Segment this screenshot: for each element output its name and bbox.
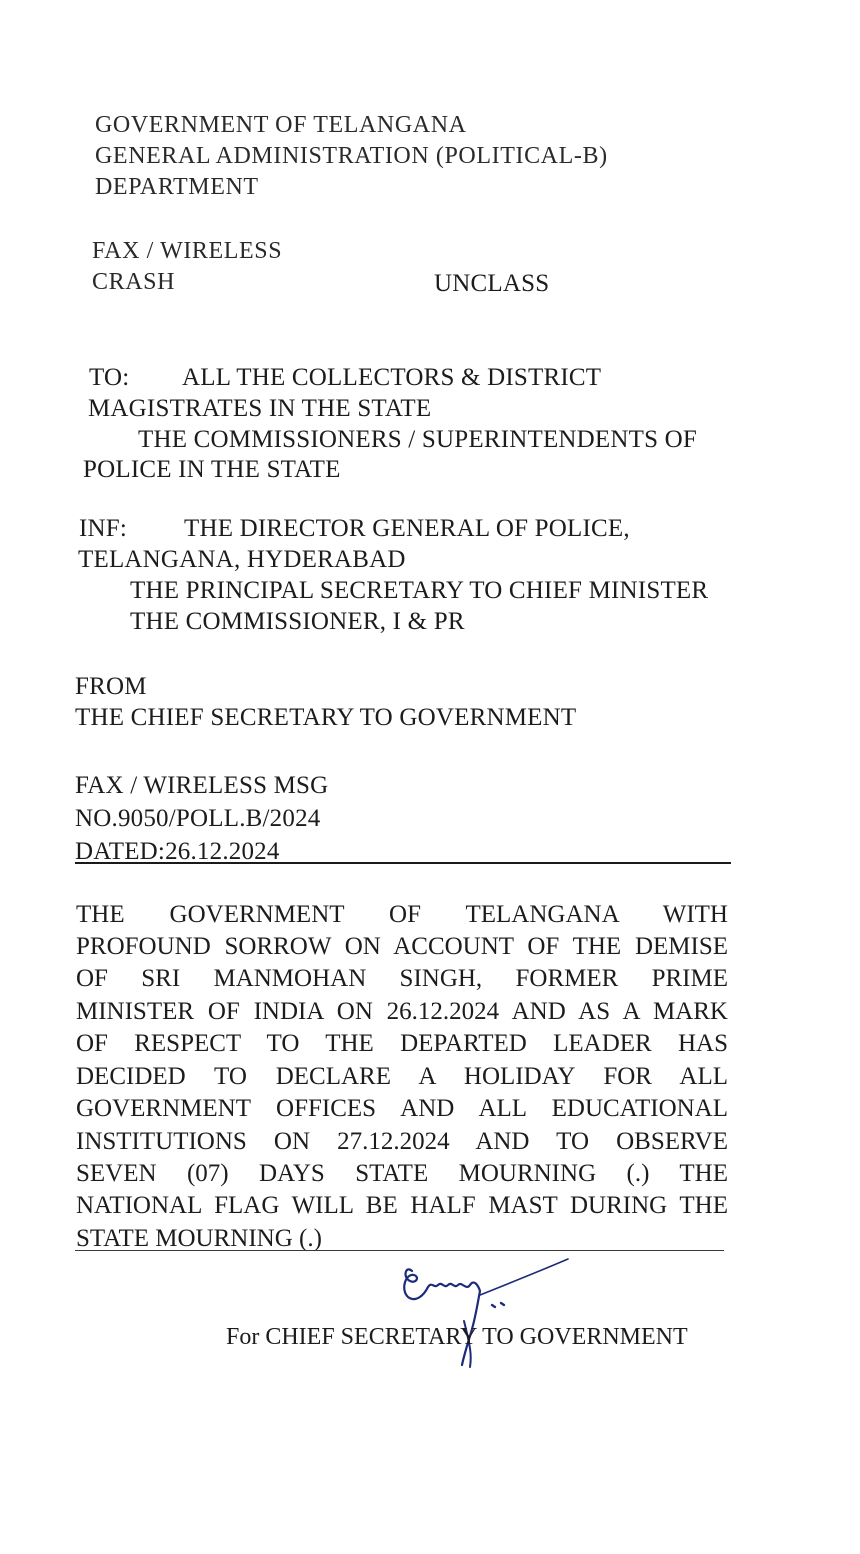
body-line: OF SRI MANMOHAN SINGH, FORMER PRIME: [76, 965, 728, 992]
handwritten-signature: [380, 1255, 580, 1375]
inf-line-2: TELANGANA, HYDERABAD: [78, 546, 406, 573]
to-line-1: ALL THE COLLECTORS & DISTRICT: [182, 364, 602, 391]
body-line: THE GOVERNMENT OF TELANGANA WITH: [76, 901, 728, 928]
message-number: NO.9050/POLL.B/2024: [75, 805, 321, 832]
body-line: SEVEN (07) DAYS STATE MOURNING (.) THE: [76, 1160, 728, 1187]
inf-line-4: THE COMMISSIONER, I & PR: [130, 608, 465, 635]
dept-header-line-1: GOVERNMENT OF TELANGANA: [95, 112, 467, 138]
body-line: STATE MOURNING (.): [76, 1225, 322, 1252]
body-line: MINISTER OF INDIA ON 26.12.2024 AND AS A MARK: [76, 998, 728, 1025]
to-line-4: POLICE IN THE STATE: [83, 456, 341, 483]
inf-line-1: THE DIRECTOR GENERAL OF POLICE,: [184, 515, 630, 542]
body-line: NATIONAL FLAG WILL BE HALF MAST DURING THE: [76, 1192, 728, 1219]
body-line: INSTITUTIONS ON 27.12.2024 AND TO OBSERVE: [76, 1128, 728, 1155]
inf-label: INF:: [79, 515, 128, 542]
inf-line-3: THE PRINCIPAL SECRETARY TO CHIEF MINISTER: [130, 577, 709, 604]
body-line: GOVERNMENT OFFICES AND ALL EDUCATIONAL: [76, 1095, 728, 1122]
signature-for-line: For CHIEF SECRETARY TO GOVERNMENT: [226, 1324, 688, 1350]
body-line: PROFOUND SORROW ON ACCOUNT OF THE DEMISE: [76, 933, 728, 960]
dept-header-line-2: GENERAL ADMINISTRATION (POLITICAL-B): [95, 143, 608, 169]
message-date: DATED:26.12.2024: [75, 838, 280, 865]
to-label: TO:: [89, 364, 130, 391]
transmission-mode: FAX / WIRELESS: [92, 238, 283, 264]
header-divider: [75, 862, 731, 864]
dept-header-line-3: DEPARTMENT: [95, 174, 259, 200]
body-line: DECIDED TO DECLARE A HOLIDAY FOR ALL: [76, 1063, 728, 1090]
from-line-1: THE CHIEF SECRETARY TO GOVERNMENT: [75, 704, 577, 731]
from-label: FROM: [75, 673, 147, 700]
priority-label: CRASH: [92, 269, 176, 295]
classification-label: UNCLASS: [434, 270, 550, 297]
body-end-divider: [75, 1250, 724, 1251]
body-line: OF RESPECT TO THE DEPARTED LEADER HAS: [76, 1030, 728, 1057]
to-line-3: THE COMMISSIONERS / SUPERINTENDENTS OF: [138, 426, 698, 453]
message-type: FAX / WIRELESS MSG: [75, 772, 329, 799]
to-line-2: MAGISTRATES IN THE STATE: [88, 395, 432, 422]
